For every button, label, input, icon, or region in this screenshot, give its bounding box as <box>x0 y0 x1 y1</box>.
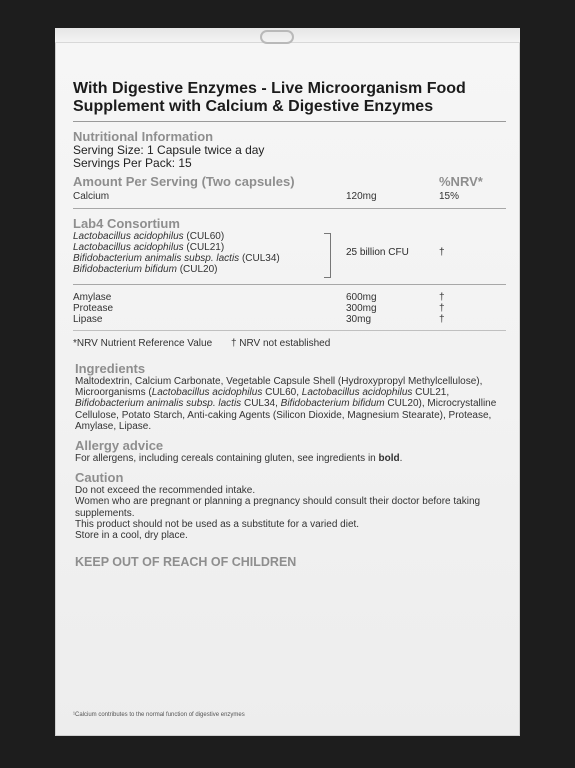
enzyme-name: Amylase <box>73 292 112 303</box>
caution-line: This product should not be used as a substitute for a varied diet. <box>75 518 360 530</box>
enzyme-amount: 600mg <box>346 292 377 303</box>
label-content <box>73 80 506 569</box>
dagger-note: † NRV not established <box>230 338 331 349</box>
lab4-consortium <box>73 231 506 281</box>
calcium-amount: 120mg <box>346 191 377 202</box>
divider <box>73 121 506 122</box>
allergy-heading: Allergy advice <box>75 438 164 454</box>
caution-line: Do not exceed the recommended intake. <box>75 485 256 497</box>
ingredients-heading: Ingredients <box>75 361 146 376</box>
divider <box>73 208 506 209</box>
nrv-heading: %NRV* <box>439 174 483 189</box>
enzyme-row <box>73 292 506 303</box>
amount-header-row <box>73 174 506 189</box>
divider <box>73 330 506 331</box>
enzyme-amount: 30mg <box>346 314 372 325</box>
calcium-name: Calcium <box>73 191 110 202</box>
strain-item: Bifidobacterium animalis subsp. lactis (CUL34) <box>73 253 280 264</box>
enzyme-nrv: † <box>439 292 445 303</box>
enzyme-name: Lipase <box>73 314 103 325</box>
nrv-note: *NRV Nutrient Reference Value <box>73 338 213 349</box>
divider <box>73 284 506 285</box>
footnote: ¹Calcium contributes to the normal function of digestive enzymes <box>73 712 245 718</box>
nrv-notes <box>73 338 506 349</box>
enzyme-nrv: † <box>439 314 445 325</box>
ingredients-text: Maltodextrin, Calcium Carbonate, Vegetable Capsule Shell (Hydroxypropyl Methylcellulose), Microorganisms (Lactobacillus acidophilus CUL60, Lactobacillus acidophilus CUL21, Bifidobacterium animalis subsp. lactis CUL34, Bifidobacterium bifidum CUL20), Microcrystalline Cellulose, Potato Starch, Anti-caking Agents (Silicon Dioxide, Magnesium Stearate), Protease, Amylase, Lipase. <box>75 376 497 432</box>
strain-item: Lactobacillus acidophilus (CUL21) <box>73 242 225 253</box>
brand-logo-icon <box>260 30 294 44</box>
amount-heading: Amount Per Serving (Two capsules) <box>73 174 295 189</box>
caution-heading: Caution <box>75 470 124 486</box>
enzyme-nrv: † <box>439 303 445 314</box>
bracket <box>324 233 331 278</box>
calcium-row <box>73 191 506 202</box>
caution-line: Store in a cool, dry place. <box>75 530 188 542</box>
box-top-flap <box>55 28 520 43</box>
enzyme-amount: 300mg <box>346 303 377 314</box>
allergy-text: For allergens, including cereals containing gluten, see ingredients in bold. <box>75 453 403 465</box>
lab4-nrv: † <box>439 247 445 258</box>
servings-per-pack: Servings Per Pack: 15 <box>73 156 192 170</box>
enzyme-row <box>73 314 506 325</box>
supplement-box-back <box>55 28 520 736</box>
calcium-nrv: 15% <box>439 191 460 202</box>
keep-out-warning: KEEP OUT OF REACH OF CHILDREN <box>75 555 297 570</box>
product-title: With Digestive Enzymes - Live Microorganism Food Supplement with Calcium & Digestive Enzymes <box>73 80 466 115</box>
serving-size: Serving Size: 1 Capsule twice a day <box>73 143 265 157</box>
strain-item: Lactobacillus acidophilus (CUL60) <box>73 231 225 242</box>
lab4-heading: Lab4 Consortium <box>73 216 180 231</box>
lab4-amount: 25 billion CFU <box>346 247 409 258</box>
nutrition-heading: Nutritional Information <box>73 129 214 144</box>
enzyme-row <box>73 303 506 314</box>
ingredients-section <box>75 361 506 569</box>
caution-line: Women who are pregnant or planning a pregnancy should consult their doctor before taking supplements. <box>75 496 481 519</box>
enzyme-name: Protease <box>73 303 114 314</box>
strain-item: Bifidobacterium bifidum (CUL20) <box>73 264 218 275</box>
